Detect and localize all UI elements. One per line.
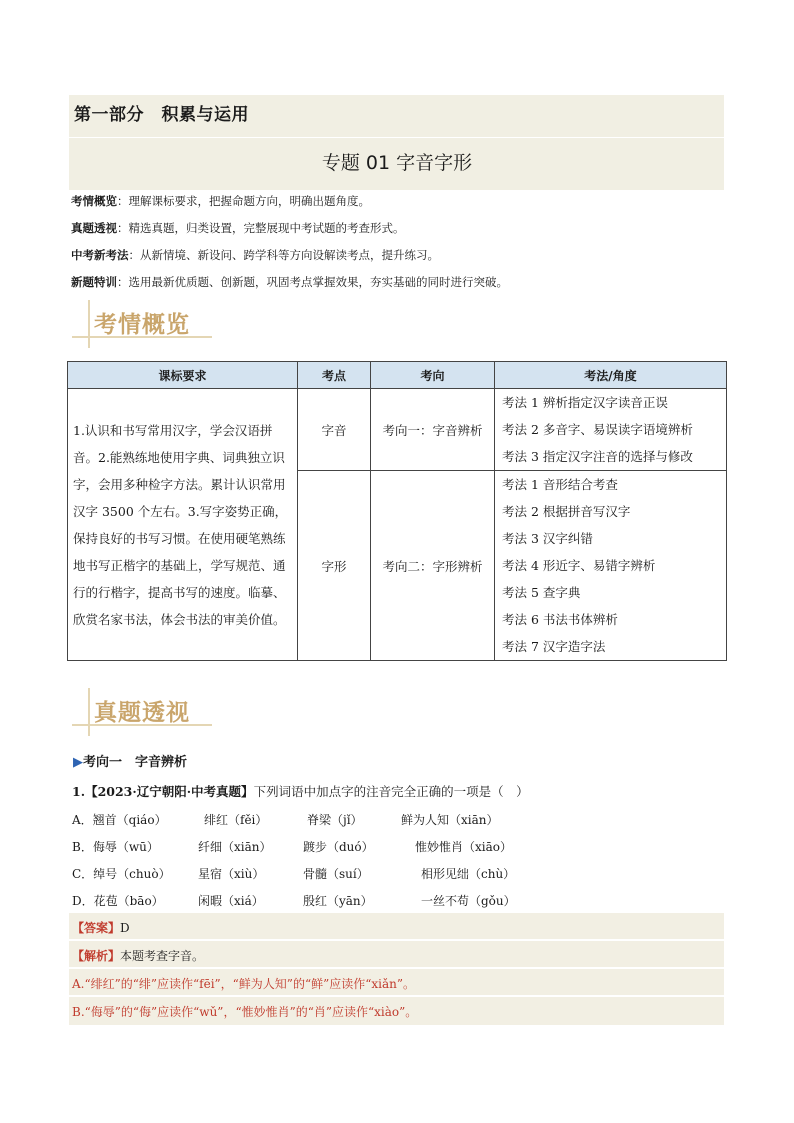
col-header-point: 考点 [298, 362, 371, 389]
answer-label: 【答案】 [72, 921, 121, 935]
question-source: 【2023·辽宁朝阳·中考真题】 [85, 784, 254, 799]
option-word: D．花苞（bāo） [72, 894, 164, 908]
option-word: B．侮辱（wū） [72, 840, 159, 854]
intro-line-new-methods [71, 248, 439, 262]
option-word: 一丝不苟（gǒu） [421, 894, 516, 908]
question-stem [72, 782, 529, 800]
subheading-text: 考向一 字音辨析 [83, 755, 188, 770]
topic-title: 专题 01 字音字形 [321, 152, 473, 174]
intro-line-real [71, 221, 405, 235]
section-heading-overview [72, 300, 232, 348]
intro-label: 新题特训 [71, 275, 117, 289]
intro-text: ：理解课标要求，把握命题方向，明确出题角度。 [117, 194, 370, 208]
methods-cell [495, 389, 727, 471]
answer-line [72, 919, 130, 936]
heading-vertical-bar [88, 688, 90, 736]
method-item: 考法 3 指定汉字注音的选择与修改 [502, 449, 693, 464]
option-word: 脊梁（jǐ） [307, 813, 363, 827]
intro-text: ：从新情境、新设问、跨学科等方向设解读考点，提升练习。 [128, 248, 439, 262]
method-item: 考法 1 辨析指定汉字读音正误 [502, 395, 668, 410]
intro-text: ：选用最新优质题、创新题，巩固考点掌握效果，夯实基础的同时进行突破。 [117, 275, 508, 289]
triangle-marker-icon: ▶ [73, 755, 83, 770]
option-word: 鲜为人知（xiān） [401, 813, 499, 827]
option-word: 骨髓（suí） [303, 867, 369, 881]
intro-text: ：精选真题，归类设置，完整展现中考试题的考查形式。 [117, 221, 405, 235]
intro-label: 中考新考法 [71, 248, 129, 262]
table-row [68, 389, 727, 471]
requirements-table [67, 361, 727, 661]
intro-label: 真题透视 [71, 221, 117, 235]
analysis-option-b: B.“侮辱”的“侮”应读作“wǔ”，“惟妙惟肖”的“肖”应读作“xiào”。 [72, 1005, 418, 1019]
option-word: 纤细（xiān） [198, 840, 272, 854]
method-item: 考法 2 根据拼音写汉字 [502, 504, 631, 519]
option-word: 绯红（fěi） [204, 813, 268, 827]
direction-cell: 考向二：字形辨析 [371, 471, 495, 661]
answer-value: D [120, 921, 130, 935]
method-item: 考法 2 多音字、易误读字语境辨析 [502, 422, 693, 437]
method-item: 考法 1 音形结合考查 [502, 477, 618, 492]
method-item: 考法 7 汉字造字法 [502, 639, 606, 654]
analysis-text: 本题考查字音。 [120, 949, 205, 963]
method-item: 考法 5 查字典 [502, 585, 581, 600]
analysis-line [72, 947, 204, 964]
intro-line-overview [71, 194, 370, 208]
point-cell: 字音 [298, 389, 371, 471]
option-word: A．翘首（qiáo） [72, 813, 167, 827]
option-word: 相形见绌（chù） [421, 867, 516, 881]
option-word: 星宿（xiù） [198, 867, 265, 881]
option-word: 闲暇（xiá） [198, 894, 264, 908]
section-title: 考情概览 [94, 312, 190, 338]
point-cell: 字形 [298, 471, 371, 661]
col-header-direction: 考向 [371, 362, 495, 389]
option-word: 惟妙惟肖（xiāo） [415, 840, 512, 854]
question-number: 1. [72, 784, 86, 799]
methods-cell [495, 471, 727, 661]
method-item: 考法 3 汉字纠错 [502, 531, 593, 546]
analysis-label: 【解析】 [72, 949, 121, 963]
col-header-methods: 考法/角度 [495, 362, 727, 389]
section-heading-real-questions [72, 688, 232, 736]
question-text: 下列词语中加点字的注音完全正确的一项是（ ） [253, 784, 529, 799]
option-word: 踱步（duó） [303, 840, 374, 854]
section-title: 真题透视 [94, 700, 190, 726]
option-word: 殷红（yān） [303, 894, 373, 908]
part-title: 第一部分 积累与运用 [74, 105, 249, 125]
intro-line-new-training [71, 275, 508, 289]
intro-label: 考情概览 [71, 194, 117, 208]
subheading-direction-one [73, 751, 187, 770]
table-header-row [68, 362, 727, 389]
heading-vertical-bar [88, 300, 90, 348]
direction-cell: 考向一：字音辨析 [371, 389, 495, 471]
analysis-option-a: A.“绯红”的“绯”应读作“fēi”，“鲜为人知”的“鲜”应读作“xiǎn”。 [72, 977, 415, 991]
method-item: 考法 4 形近字、易错字辨析 [502, 558, 656, 573]
method-item: 考法 6 书法书体辨析 [502, 612, 618, 627]
requirements-cell: 1.认识和书写常用汉字，学会汉语拼音。2.能熟练地使用字典、词典独立识字，会用多种检字方法。累计认识常用汉字 3500 个左右。3.写字姿势正确，保持良好的书写习惯。在使用硬笔熟练地书写正楷字的基础上，学写规范、通行的行楷字，提高书写的速度。临摹、欣赏名家书法，体会书法的审美价值。 [68, 389, 298, 661]
col-header-requirements: 课标要求 [68, 362, 298, 389]
answer-band [69, 913, 724, 939]
option-word: C．绰号（chuò） [72, 867, 171, 881]
